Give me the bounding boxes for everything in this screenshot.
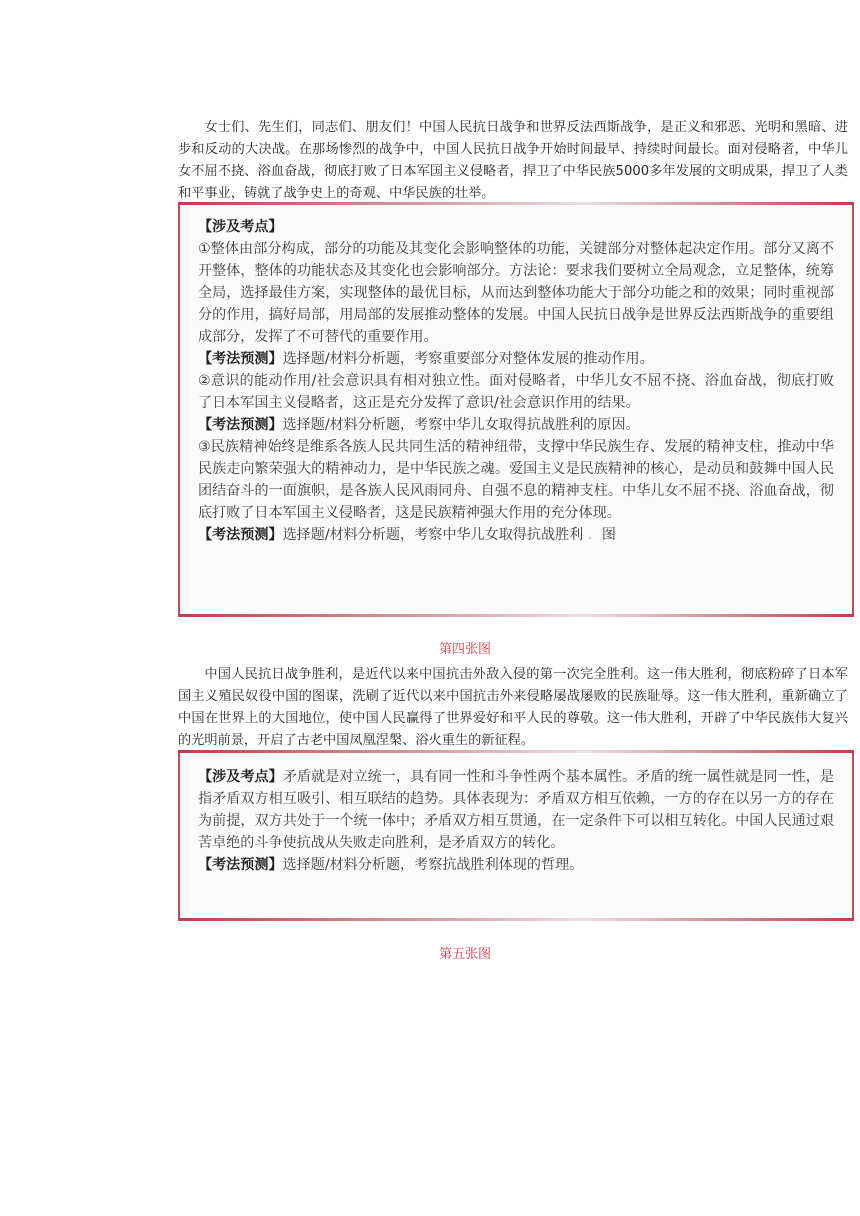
intro-paragraph: 女士们、先生们，同志们、朋友们！中国人民抗日战争和世界反法西斯战争，是正义和邪恶、光明和黑暗、进步和反动的大决战。在那场惨烈的战争中，中国人民抗日战争开始时间最早、持续时间最长。面对侵略者，中华儿女不屈不挠、浴血奋战，彻底打败了日本军国主义侵略者，捍卫了中华民族5000多年发展的文明成果，捍卫了人类和平事业，铸就了战争史上的奇观、中华民族的壮举。 bbox=[178, 120, 848, 201]
box1-heading: 【涉及考点】 bbox=[198, 219, 283, 235]
box1-prediction-1: 【考法预测】选择题/材料分析题，考察重要部分对整体发展的推动作用。 bbox=[198, 351, 654, 367]
second-paragraph: 中国人民抗日战争胜利，是近代以来中国抗击外敌入侵的第一次完全胜利。这一伟大胜利，彻底粉碎了日本军国主义殖民奴役中国的图谋，洗刷了近代以来中国抗击外来侵略屡战屡败的民族耻辱。这一伟大胜利，重新确立了中国在世界上的大国地位，使中国人民赢得了世界爱好和平人民的尊敬。这一伟大胜利，开辟了中华民族伟大复兴的光明前景，开启了古老中国凤凰涅槃、浴火重生的新征程。 bbox=[178, 667, 848, 748]
exam-points-box-2 bbox=[178, 751, 854, 920]
figure-caption-5: 第五张图 bbox=[438, 947, 491, 962]
box1-prediction-2: 【考法预测】选择题/材料分析题，考察中华儿女取得抗战胜利的原因。 bbox=[198, 417, 640, 433]
box1-prediction-3: 【考法预测】选择题/材料分析题，考察中华儿女取得抗战胜利 ．图 bbox=[198, 527, 616, 543]
box2-prediction: 【考法预测】选择题/材料分析题，考察抗战胜利体现的哲理。 bbox=[198, 857, 584, 873]
box1-point-3: ③民族精神始终是维系各族人民共同生活的精神纽带，支撑中华民族生存、发展的精神支柱，推动中华民族走向繁荣强大的精神动力，是中华民族之魂。爱国主义是民族精神的核心，是动员和鼓舞中国人民团结奋斗的一面旗帜，是各族人民风雨同舟、自强不息的精神支柱。中华儿女不屈不挠、浴血奋战，彻底打败了日本军国主义侵略者，这是民族精神强大作用的充分体现。 bbox=[198, 439, 834, 521]
figure-caption-4: 第四张图 bbox=[438, 642, 491, 657]
box1-point-2: ②意识的能动作用/社会意识具有相对独立性。面对侵略者，中华儿女不屈不挠、浴血奋战，彻底打败了日本军国主义侵略者，这正是充分发挥了意识/社会意识作用的结果。 bbox=[198, 373, 834, 411]
box1-point-1: ①整体由部分构成，部分的功能及其变化会影响整体的功能，关键部分对整体起决定作用。部分又离不开整体，整体的功能状态及其变化也会影响部分。方法论：要求我们要树立全局观念，立足整体，统筹全局，选择最佳方案，实现整体的最优目标，从而达到整体功能大于部分功能之和的效果；同时重视部分的作用，搞好局部，用局部的发展推动整体的发展。中国人民抗日战争是世界反法西斯战争的重要组成部分，发挥了不可替代的重要作用。 bbox=[198, 241, 834, 345]
exam-points-box-1 bbox=[178, 203, 854, 616]
box2-point: 【涉及考点】矛盾就是对立统一，具有同一性和斗争性两个基本属性。矛盾的统一属性就是同一性，是指矛盾双方相互吸引、相互联结的趋势。具体表现为：矛盾双方相互依赖，一方的存在以另一方的存在为前提，双方共处于一个统一体中；矛盾双方相互贯通，在一定条件下可以相互转化。中国人民通过艰苦卓绝的斗争使抗战从失败走向胜利，是矛盾双方的转化。 bbox=[198, 769, 835, 851]
